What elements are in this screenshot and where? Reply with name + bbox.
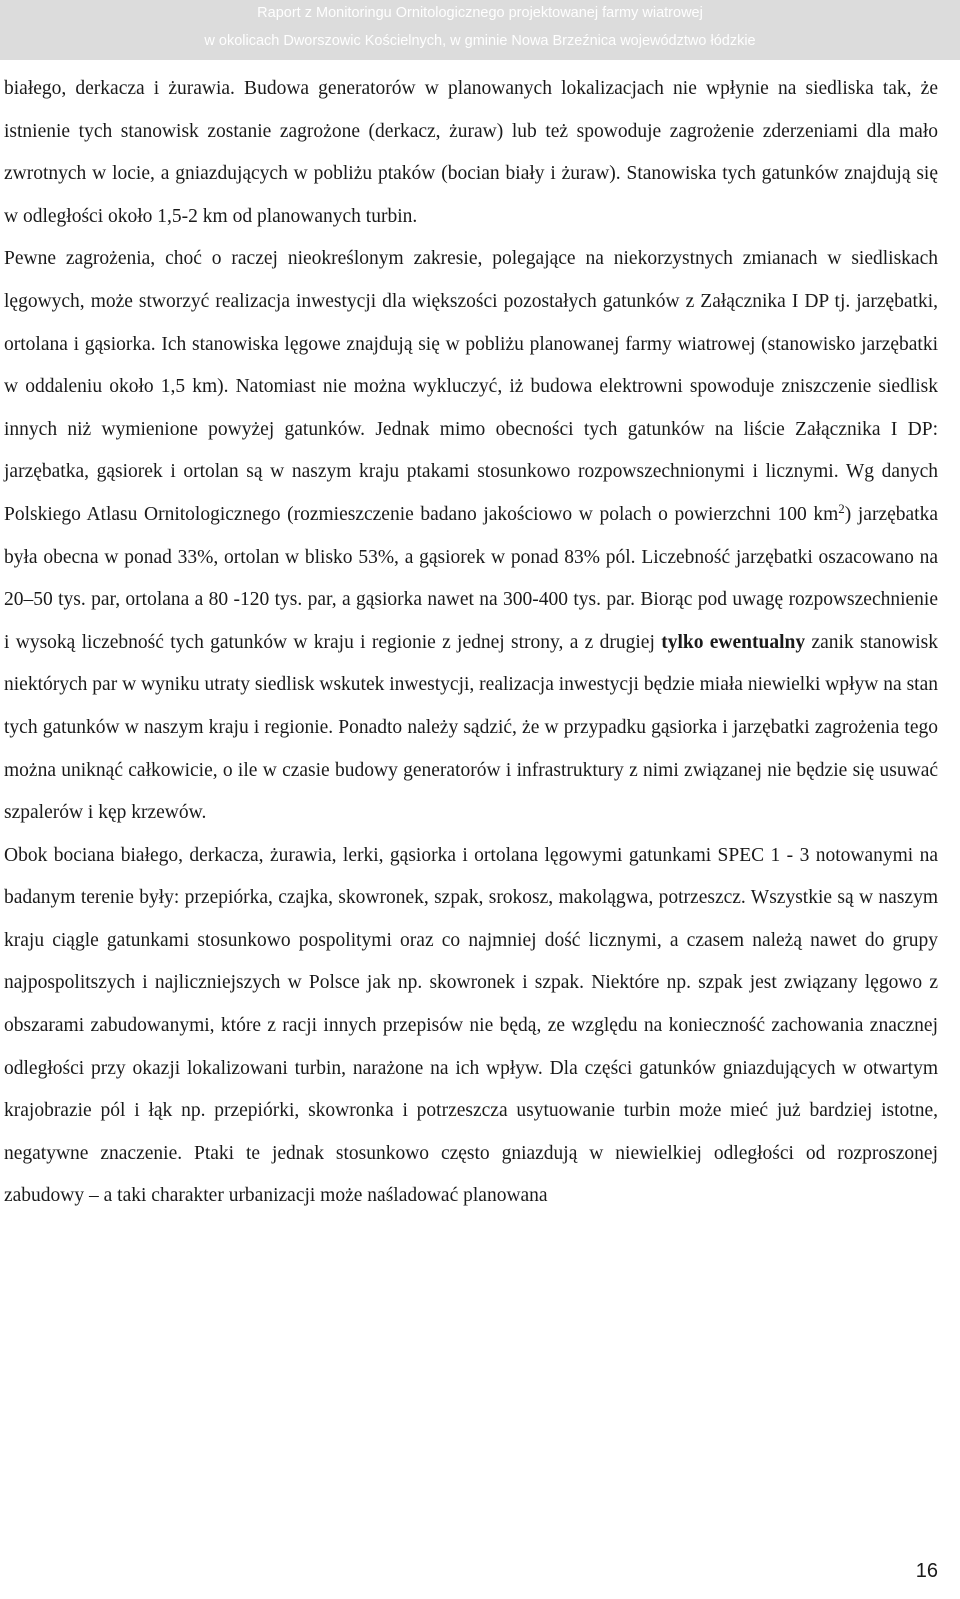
paragraph-3 xyxy=(4,835,938,1218)
paragraph-2 xyxy=(4,238,938,834)
paragraph-3-text: Obok bociana białego, derkacza, żurawia, lerki, gąsiorka i ortolana lęgowymi gatunkami SPEC 1 - 3 notowanymi na badanym terenie były: przepiórka, czajka, skowronek, szpak, srokosz, makolągwa, potrzeszcz. Wszystkie są w naszym kraju ciągle gatunkami stosunkowo pospolitymi oraz co najmniej dość licznymi, a czasem należą nawet do grupy najpospolitszych i najliczniejszych w Polsce jak np. skowronek i szpak. Niektóre np. szpak jest związany lęgowo z obszarami zabudowanymi, które z racji innych przepisów nie będą, ze względu na konieczność zachowania znacznej odległości przy okazji lokalizowani turbin, narażone na ich wpływ. Dla części gatunków gniazdujących w otwartym krajobrazie pól i łąk np. przepiórki, skowronka i potrzeszcza usytuowanie turbin może mieć już bardziej istotne, negatywne znaczenie. Ptaki te jednak stosunkowo często gniazdują w niewielkiej odległości od rozproszonej zabudowy – a taki charakter urbanizacji może naśladować planowana xyxy=(4,844,938,1207)
paragraph-2-text-b: ) jarzębatka była obecna w ponad 33%, ortolan w blisko 53%, a gąsiorek w ponad 83% pól. Liczebność jarzębatki oszacowano na 20–50 tys. par, ortolana a 80 -120 tys. par, a gąsiorka nawet na 300-400 tys. par. Biorąc pod uwagę rozpowszechnienie i wysoką liczebność tych gatunków w kraju i regionie z jednej strony, a z drugiej xyxy=(4,503,938,653)
page-number: 16 xyxy=(915,1560,938,1582)
paragraph-2-text-c: zanik stanowisk niektórych par w wyniku utraty siedlisk wskutek inwestycji, realizacja inwestycji będzie miała niewielki wpływ na stan tych gatunków w naszym kraju i regionie. Ponadto należy sądzić, że w przypadku gąsiorka i jarzębatki zagrożenia tego można uniknąć całkowicie, o ile w czasie budowy generatorów i infrastruktury z nimi związanej nie będzie się usuwać szpalerów i kęp krzewów. xyxy=(4,631,938,824)
paragraph-1-text: białego, derkacza i żurawia. Budowa generatorów w planowanych lokalizacjach nie wpłynie na siedliska tak, że istnienie tych stanowisk zostanie zagrożone (derkacz, żuraw) lub też spowoduje zagrożenie zderzeniami dla mało zwrotnych w locie, a gniazdujących w pobliżu ptaków (bocian biały i żuraw). Stanowiska tych gatunków znajdują się w odległości około 1,5-2 km od planowanych turbin. xyxy=(4,78,938,227)
bold-emphasis: tylko ewentualny xyxy=(661,631,806,653)
superscript-2: 2 xyxy=(838,500,845,516)
document-body xyxy=(4,68,938,1218)
paragraph-2-text-a: Pewne zagrożenia, choć o raczej nieokreślonym zakresie, polegające na niekorzystnych zmianach w siedliskach lęgowych, może stworzyć realizacja inwestycji dla większości pozostałych gatunków z Załącznika I DP tj. jarzębatki, ortolana i gąsiorka. Ich stanowiska lęgowe znajdują się w pobliżu planowanej farmy wiatrowej (stanowisko jarzębatki w oddaleniu około 1,5 km). Natomiast nie można wykluczyć, iż budowa elektrowni spowoduje zniszczenie siedlisk innych niż wymienione powyżej gatunków. Jednak mimo obecności tych gatunków na liście Załącznika I DP: jarzębatka, gąsiorek i ortolan są w naszym kraju ptakami stosunkowo rozpowszechnionymi i licznymi. Wg danych Polskiego Atlasu Ornitologicznego (rozmieszczenie badano jakościowo w polach o powierzchni 100 km xyxy=(4,248,938,525)
paragraph-1 xyxy=(4,68,938,238)
header-title-line1: Raport z Monitoringu Ornitologicznego projektowanej farmy wiatrowej xyxy=(257,5,703,21)
header-title-line2: w okolicach Dworszowic Kościelnych, w gminie Nowa Brzeźnica województwo łódzkie xyxy=(204,33,756,49)
page-header xyxy=(0,0,960,60)
